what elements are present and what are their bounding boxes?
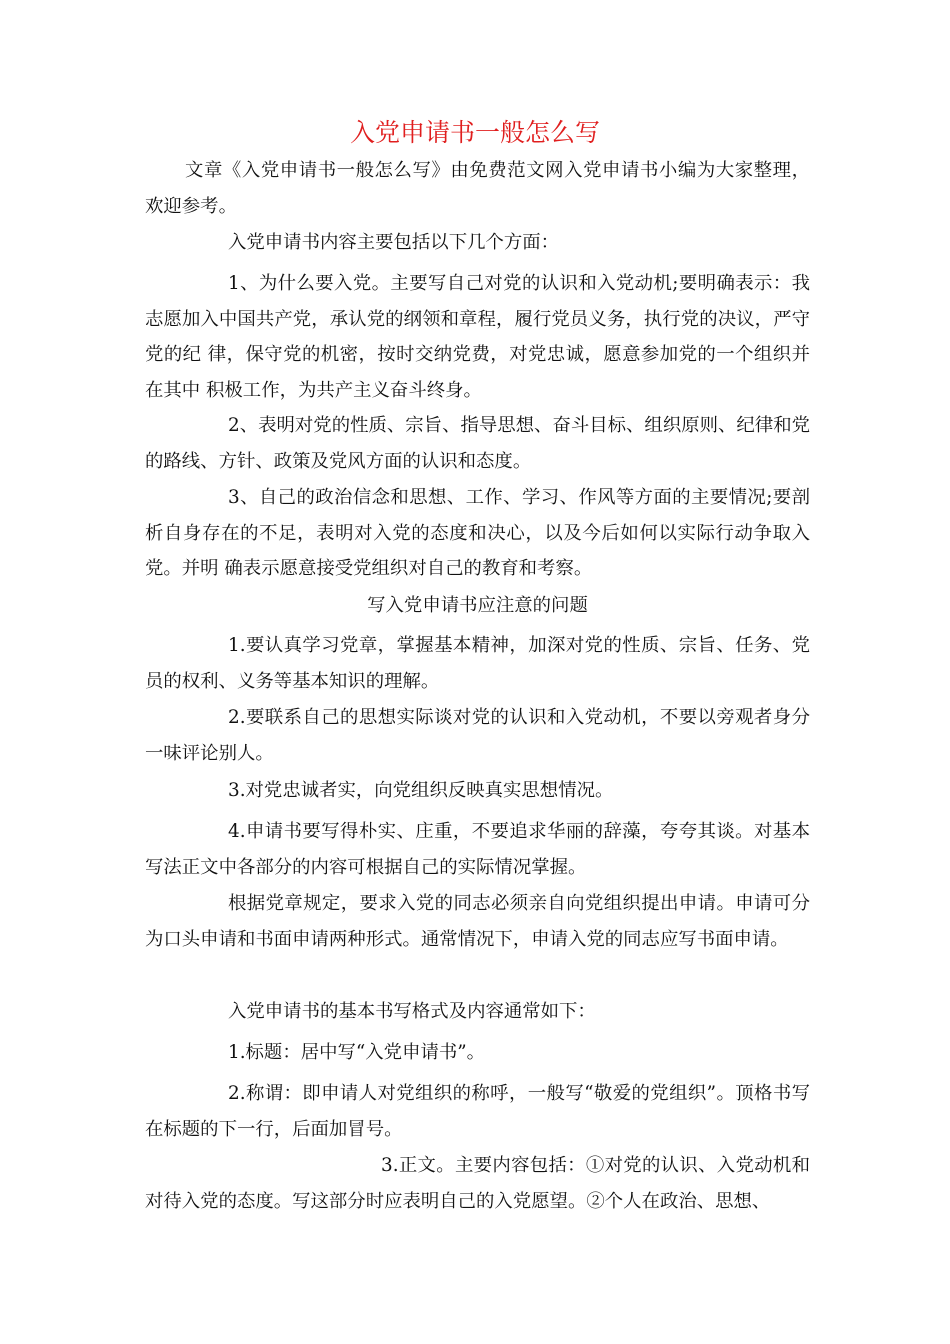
paragraph-regulation: 根据党章规定，要求入党的同志必须亲自向党组织提出申请。申请可分为口头申请和书面申请两种形式。通常情况下，申请入党的同志应写书面申请。 bbox=[145, 893, 810, 950]
paragraph-note-2: 2.要联系自己的思想实际谈对党的认识和入党动机，不要以旁观者身分一味评论别人。 bbox=[145, 707, 810, 764]
section-heading-notes: 写入党申请书应注意的问题 bbox=[367, 595, 588, 616]
paragraph-format-2: 2.称谓：即申请人对党组织的称呼，一般写“敬爱的党组织”。顶格书写在标题的下一行，后面加冒号。 bbox=[145, 1083, 810, 1140]
paragraph-note-4: 4.申请书要写得朴实、庄重，不要追求华丽的辞藻，夸夸其谈。对基本写法正文中各部分的内容可根据自己的实际情况掌握。 bbox=[145, 821, 810, 878]
paragraph-content-overview: 入党申请书内容主要包括以下几个方面： bbox=[228, 232, 560, 253]
paragraph-point-1: 1、为什么要入党。主要写自己对党的认识和入党动机;要明确表示：我志愿加入中国共产党，承认党的纲领和章程，履行党员义务，执行党的决议，严守党的纪 律，保守党的机密，按时交纳党费，对党忠诚，愿意参加党的一个组织并在其中 积极工作，为共产主义奋斗终身。 bbox=[145, 273, 810, 401]
paragraph-format-3: 3.正文。主要内容包括：①对党的认识、入党动机和对待入党的态度。写这部分时应表明自己的入党愿望。②个人在政治、思想、 bbox=[145, 1155, 810, 1212]
paragraph-point-2: 2、表明对党的性质、宗旨、指导思想、奋斗目标、组织原则、纪律和党的路线、方针、政策及党风方面的认识和态度。 bbox=[145, 415, 810, 472]
paragraph-note-3: 3.对党忠诚者实，向党组织反映真实思想情况。 bbox=[228, 780, 614, 801]
paragraph-point-3: 3、自己的政治信念和思想、工作、学习、作风等方面的主要情况;要剖析自身存在的不足，表明对入党的态度和决心，以及今后如何以实际行动争取入党。并明 确表示愿意接受党组织对自己的教育和考察。 bbox=[145, 487, 810, 579]
paragraph-format-1: 1.标题：居中写“入党申请书”。 bbox=[228, 1042, 486, 1063]
paragraph-intro: 文章《入党申请书一般怎么写》由免费范文网入党申请书小编为大家整理，欢迎参考。 bbox=[145, 160, 810, 217]
paragraph-format-intro: 入党申请书的基本书写格式及内容通常如下： bbox=[228, 1001, 596, 1022]
paragraph-note-1: 1.要认真学习党章，掌握基本精神，加深对党的性质、宗旨、任务、党员的权利、义务等基本知识的理解。 bbox=[145, 635, 810, 692]
document-title: 入党申请书一般怎么写 bbox=[349, 118, 600, 147]
